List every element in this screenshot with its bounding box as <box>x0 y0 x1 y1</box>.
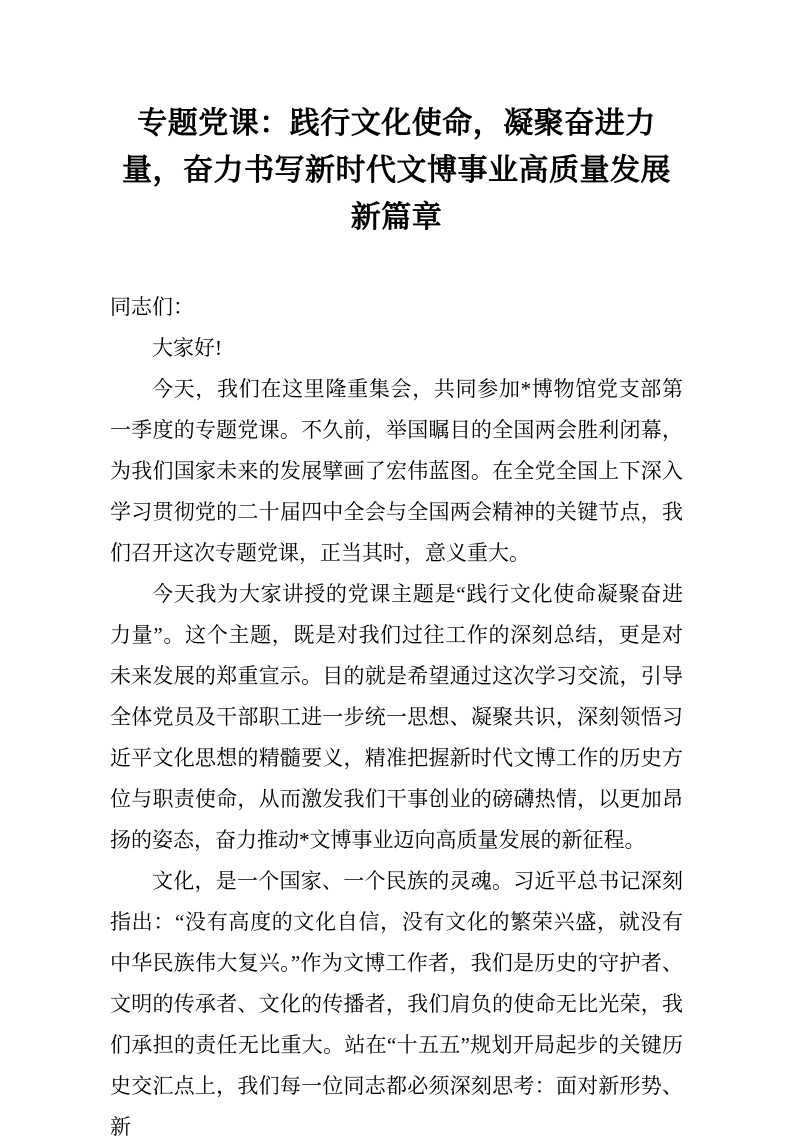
paragraph-culture: 文化，是一个国家、一个民族的灵魂。习近平总书记深刻指出：“没有高度的文化自信，没有文化的繁荣兴盛，就没有中华民族伟大复兴。”作为文博工作者，我们是历史的守护者、文明的传承者、文化的传播者，我们肩负的使命无比光荣，我们承担的责任无比重大。站在“十五五”规划开局起步的关键历史交汇点上，我们每一位同志都必须深刻思考：面对新形势、新 <box>110 869 683 1139</box>
paragraph-greeting: 大家好! <box>152 336 222 360</box>
paragraph-opening: 今天，我们在这里隆重集会，共同参加*博物馆党支部第一季度的专题党课。不久前，举国瞩目的全国两会胜利闭幕，为我们国家未来的发展擘画了宏伟蓝图。在全党全国上下深入学习贯彻党的二十届四中全会与全国两会精神的关键节点，我们召开这次专题党课，正当其时，意义重大。 <box>110 377 683 565</box>
paragraph-theme: 今天我为大家讲授的党课主题是“践行文化使命凝聚奋进力量”。这个主题，既是对我们过往工作的深刻总结，更是对未来发展的郑重宣示。目的就是希望通过这次学习交流，引导全体党员及干部职工进一步统一思想、凝聚共识，深刻领悟习近平文化思想的精髓要义，精准把握新时代文博工作的历史方位与职责使命，从而激发我们干事创业的磅礴热情，以更加昂扬的姿态，奋力推动*文博事业迈向高质量发展的新征程。 <box>110 582 683 852</box>
paragraph-salutation: 同志们： <box>110 295 194 319</box>
document-title: 专题党课：践行文化使命，凝聚奋进力量，奋力书写新时代文博事业高质量发展新篇章 <box>122 107 671 234</box>
document-body <box>110 287 683 1148</box>
